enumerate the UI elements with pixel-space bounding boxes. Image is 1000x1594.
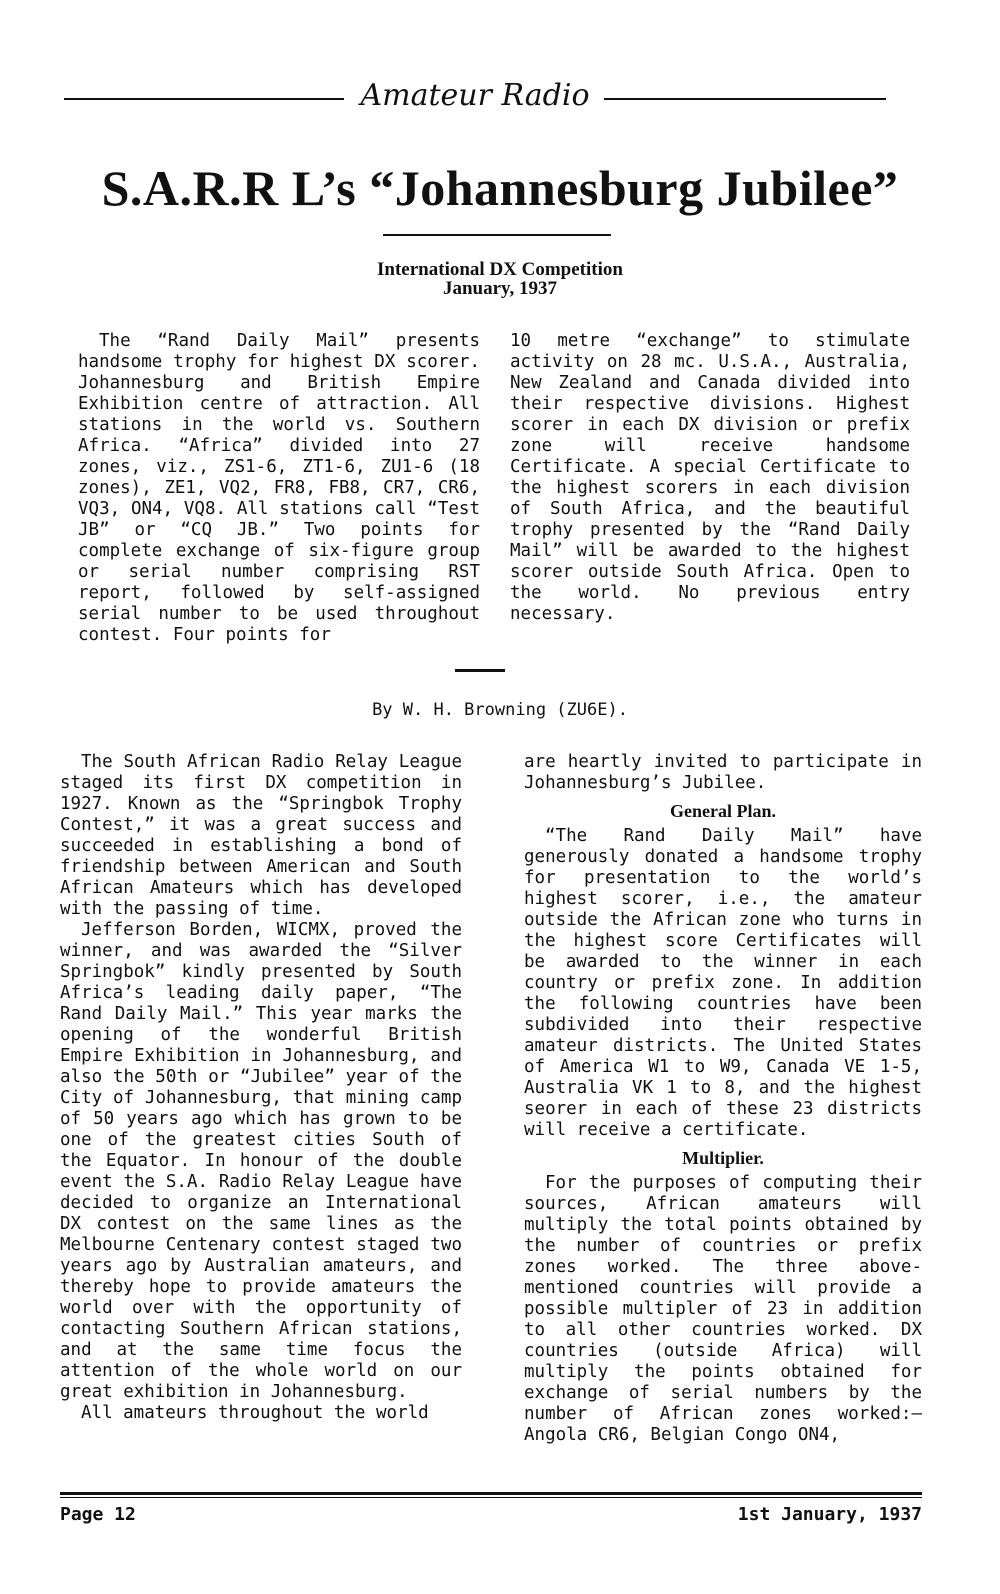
body-column-left [60, 752, 462, 1424]
body-paragraph: All amateurs throughout the world [81, 1403, 429, 1423]
subhead-line1: International DX Competition [377, 259, 623, 280]
masthead-rule-left [64, 98, 344, 100]
body-paragraph: are heartly invited to participate in Johannesburg’s Jubilee. [524, 752, 922, 793]
body-paragraph: “The Rand Daily Mail” have generously donated a handsome trophy for presentation to the world’s highest scorer, i.e., the amateur outside the African zone who turns in the highest score Certificates will be awarded to the winner in each country or prefix zone. In addition the following countries have been subdivided into their respective amateur districts. The United States of America W1 to W9, Canada VE 1-5, Australia VK 1 to 8, and the highest seorer in each of these 23 districts will receive a certificate. [524, 826, 922, 1140]
footer-rule [60, 1492, 922, 1495]
masthead-rule-right [604, 98, 886, 100]
section-heading-general-plan: General Plan. [670, 801, 776, 821]
summary-divider [455, 669, 505, 672]
masthead-logo: Amateur Radio [360, 78, 590, 113]
issue-date: 1st January, 1937 [737, 1504, 922, 1525]
body-column-right [524, 752, 922, 1446]
subhead-line2: January, 1937 [442, 278, 558, 299]
summary-text-right: 10 metre “exchange” to stimulate activity on 28 mc. U.S.A., Australia, New Zealand and Canada divided into their respective divisions. Highest scorer in each DX division or prefix zone will receive handsome Certificate. A special Certificate to the highest scorers in each division of South Africa, and the beautiful trophy presented by the “Rand Daily Mail” will be awarded to the highest scorer outside South Africa. Open to the world. No previous entry necessary. [510, 331, 910, 624]
title-divider [383, 234, 611, 236]
summary-column-right [510, 331, 910, 625]
body-paragraph: The South African Radio Relay League staged its first DX competition in 1927. Known as the “Springbok Trophy Contest,” it was a great success and succeeded in establishing a bond of friendship between American and South African Amateurs which has developed with the passing of time. [60, 752, 462, 919]
body-paragraph: For the purposes of computing their sources, African amateurs will multiply the total points obtained by the number of countries or prefix zones worked. The three above-mentioned countries will provide a possible multipler of 23 in addition to all other countries worked. DX countries (outside Africa) will multiply the points obtained for exchange of serial numbers by the number of African zones worked:— Angola CR6, Belgian Congo ON4, [524, 1173, 922, 1445]
section-heading-multiplier: Multiplier. [682, 1148, 764, 1168]
page-number: Page 12 [60, 1504, 136, 1525]
masthead [64, 76, 886, 116]
byline: By W. H. Browning (ZU6E). [372, 700, 628, 720]
summary-text-left: The “Rand Daily Mail” presents handsome trophy for highest DX scorer. Johannesburg and British Empire Exhibition centre of attraction. All stations in the world vs. Southern Africa. “Africa” divided into 27 zones, viz., ZS1-6, ZT1-6, ZU1-6 (18 zones), ZE1, VQ2, FR8, FB8, CR7, CR6, VQ3, ON4, VQ8. All stations call “Test JB” or “CQ JB.” Two points for complete exchange of six-figure group or serial number comprising RST report, followed by self-assigned serial number to be used throughout contest. Four points for [78, 331, 480, 645]
article-title: S.A.R.R L’s “Johannesburg Jubilee” [101, 160, 899, 216]
summary-column-left [78, 331, 480, 646]
footer-rule-thin [60, 1497, 922, 1498]
subhead [0, 260, 1000, 298]
body-paragraph: Jefferson Borden, WICMX, proved the winner, and was awarded the “Silver Springbok” kindly presented by South Africa’s leading daily paper, “The Rand Daily Mail.” This year marks the opening of the wonderful British Empire Exhibition in Johannesburg, and also the 50th or “Jubilee” year of the City of Johannesburg, that mining camp of 50 years ago which has grown to be one of the greatest cities South of the Equator. In honour of the double event the S.A. Radio Relay League have decided to organize an International DX contest on the same lines as the Melbourne Centenary contest staged two years ago by Australian amateurs, and thereby hope to provide amateurs the world over with the opportunity of contacting Southern African stations, and at the same time focus the attention of the whole world on our great exhibition in Johannesburg. [60, 920, 462, 1402]
